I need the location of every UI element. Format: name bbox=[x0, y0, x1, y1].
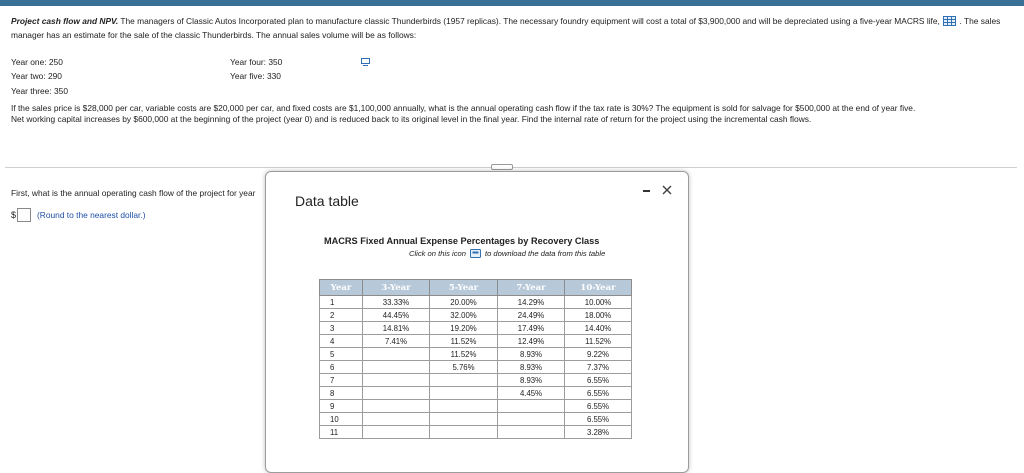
table-row: 8 4.45% 6.55% bbox=[320, 387, 632, 400]
currency-symbol: $ bbox=[11, 210, 17, 220]
problem-title: Project cash flow and NPV. bbox=[11, 16, 119, 26]
table-row: 4 7.41% 11.52% 12.49% 11.52% bbox=[320, 335, 632, 348]
table-row: 7 8.93% 6.55% bbox=[320, 374, 632, 387]
sales-volume-column-1 bbox=[11, 55, 68, 98]
macrs-table-subtitle: Click on this icon to download the data from this table bbox=[409, 249, 606, 258]
top-accent-bar bbox=[0, 0, 1024, 6]
table-row: 1 33.33% 20.00% 14.29% 10.00% bbox=[320, 296, 632, 309]
data-table-modal bbox=[265, 171, 689, 473]
minimize-icon bbox=[643, 190, 650, 192]
table-row: 3 14.81% 19.20% 17.49% 14.40% bbox=[320, 322, 632, 335]
rounding-hint: (Round to the nearest dollar.) bbox=[37, 210, 146, 220]
sales-volume-column-2 bbox=[230, 55, 282, 84]
sales-year-three: Year three: 350 bbox=[11, 85, 68, 96]
header-3-year: 3-Year bbox=[363, 280, 430, 296]
header-year: Year bbox=[320, 280, 363, 296]
copy-data-icon[interactable] bbox=[361, 58, 370, 66]
macrs-table bbox=[319, 279, 632, 439]
table-row: 10 6.55% bbox=[320, 413, 632, 426]
macrs-table-title: MACRS Fixed Annual Expense Percentages by Recovery Class bbox=[324, 236, 600, 246]
table-row: 5 11.52% 8.93% 9.22% bbox=[320, 348, 632, 361]
resize-handle[interactable] bbox=[491, 164, 513, 170]
sales-year-four: Year four: 350 bbox=[230, 57, 283, 67]
sales-year-one: Year one: 250 bbox=[11, 57, 63, 67]
problem-paragraph-2-line-1: If the sales price is $28,000 per car, variable costs are $20,000 per car, and fixed costs are $1,100,000 annually, what is the annual operating cash flow if the tax rate is 30%? The equipment is sold for salvage for $500,000 at the end of year five. bbox=[11, 103, 916, 113]
data-table-icon[interactable] bbox=[943, 16, 956, 26]
modal-title: Data table bbox=[295, 193, 359, 209]
table-row: 9 6.55% bbox=[320, 400, 632, 413]
download-icon[interactable] bbox=[470, 249, 481, 258]
minimize-button[interactable] bbox=[640, 185, 652, 197]
sales-year-five: Year five: 330 bbox=[230, 71, 281, 82]
header-10-year: 10-Year bbox=[565, 280, 632, 296]
answer-row bbox=[11, 208, 146, 222]
macrs-header-row bbox=[320, 280, 632, 296]
close-icon[interactable] bbox=[660, 183, 674, 197]
question-text: First, what is the annual operating cash flow of the project for year bbox=[11, 188, 256, 198]
header-5-year: 5-Year bbox=[430, 280, 498, 296]
table-row: 2 44.45% 32.00% 24.49% 18.00% bbox=[320, 309, 632, 322]
sales-year-two: Year two: 290 bbox=[11, 71, 62, 82]
header-7-year: 7-Year bbox=[498, 280, 565, 296]
problem-paragraph-2 bbox=[11, 103, 1016, 125]
table-row: 11 3.28% bbox=[320, 426, 632, 439]
problem-paragraph-2-line-2: Net working capital increases by $600,000 at the beginning of the project (year 0) and is reduced back to its original level in the final year. Find the internal rate of return for the project using the incremental cash flows. bbox=[11, 114, 812, 124]
problem-statement bbox=[11, 14, 1016, 42]
table-row: 6 5.76% 8.93% 7.37% bbox=[320, 361, 632, 374]
problem-intro-part1: The managers of Classic Autos Incorporated plan to manufacture classic Thunderbirds (1957 replicas). The necessary foundry equipment will cost a total of $3,900,000 and will be depreciated using a five-year MACRS life, bbox=[120, 16, 940, 26]
problem-intro-part2: . The sales manager has an estimate for the sale of the classic Thunderbirds. The annual sales volume will be as follows: bbox=[11, 16, 1001, 40]
answer-input[interactable] bbox=[17, 208, 31, 222]
